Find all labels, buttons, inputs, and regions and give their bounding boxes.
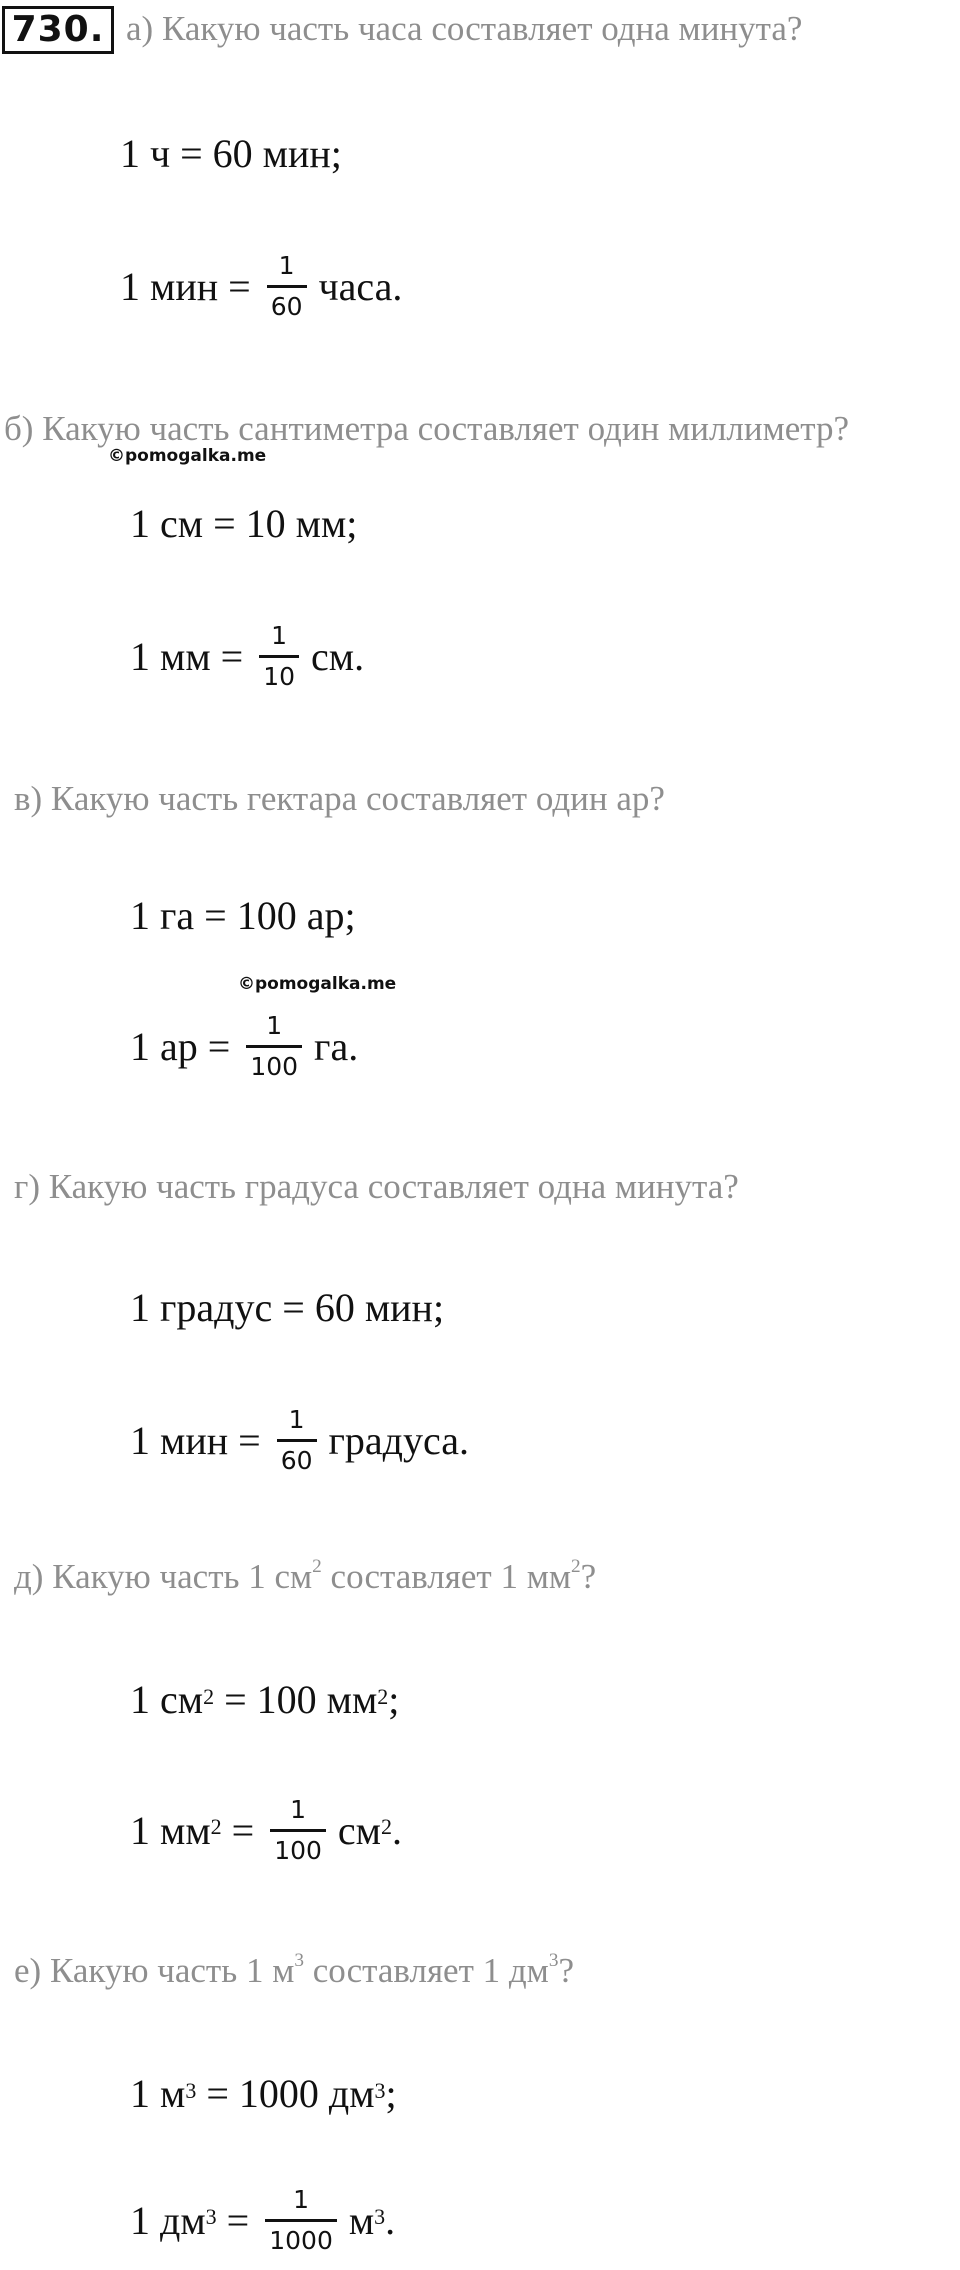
answer-a-line2	[120, 252, 402, 322]
fraction-e-numerator: 1	[293, 2185, 309, 2214]
question-d-pre: д) Какую часть 1 см	[14, 1557, 313, 1596]
answer-d-line1-c: ;	[388, 1677, 400, 1722]
answer-v-line2	[130, 1012, 358, 1082]
watermark-2: ©pomogalka.me	[238, 974, 397, 994]
answer-d-line2: 1 мм $^2$ = $\frac{1}{100}$ см $^2$ .	[130, 1795, 402, 1865]
question-b: б) Какую часть сантиметра составляет один миллиметр?	[4, 409, 850, 448]
answer-a-right: часа.	[318, 263, 403, 309]
answer-e-left: 1 дм	[130, 2197, 206, 2243]
answer-v-line1: 1 га = 100 ар;	[130, 893, 356, 938]
fraction-d-denominator: 100	[270, 1829, 326, 1866]
fraction-e-denominator: 1000	[265, 2219, 337, 2256]
question-e-pre: е) Какую часть 1 м	[14, 1951, 295, 1990]
answer-v-left: 1 ар =	[130, 1023, 231, 1069]
fraction-b-denominator: 10	[259, 655, 299, 692]
fraction-e	[265, 2186, 337, 2256]
question-e-exp2: 3	[548, 1950, 559, 1972]
question-d-mid: составляет 1 мм	[321, 1557, 571, 1596]
question-e-post: ?	[558, 1951, 575, 1990]
fraction-g-numerator: 1	[288, 1405, 305, 1434]
fraction-a-numerator: 1	[278, 251, 295, 280]
fraction-a	[267, 252, 307, 322]
answer-b-right: см.	[311, 633, 365, 679]
answer-g-line2	[130, 1406, 469, 1476]
answer-d-eq: =	[221, 1807, 255, 1853]
fraction-g-denominator: 60	[277, 1439, 317, 1476]
answer-d-right: см	[337, 1807, 381, 1853]
fraction-v	[246, 1012, 302, 1082]
fraction-d-numerator: 1	[290, 1795, 306, 1824]
answer-g-left: 1 мин =	[130, 1417, 261, 1463]
fraction-g	[277, 1406, 317, 1476]
answer-e-end: .	[385, 2197, 396, 2243]
fraction-v-denominator: 100	[246, 1045, 302, 1082]
answer-d-left: 1 мм	[130, 1807, 211, 1853]
answer-e-line2: 1 дм $^3$ = $\frac{1}{1000}$ м $^3$ .	[130, 2185, 396, 2255]
answer-v-right: га.	[314, 1023, 359, 1069]
answer-d-line1: 1 см $^2$ = 100 мм $^2$ ;	[130, 1677, 400, 1722]
fraction-a-denominator: 60	[267, 285, 307, 322]
question-d-post: ?	[580, 1557, 597, 1596]
answer-e-right: м	[348, 2197, 375, 2243]
answer-e-eq: =	[216, 2197, 250, 2243]
question-e	[14, 1950, 574, 1992]
answer-b-left: 1 мм =	[130, 633, 244, 679]
question-e-exp1: 3	[294, 1950, 304, 1972]
answer-e-line1: 1 м $^3$ = 1000 дм $^3$ ;	[130, 2071, 397, 2116]
answer-d-end: .	[391, 1807, 402, 1853]
answer-g-right: градуса.	[328, 1417, 470, 1463]
question-d-exp1: 2	[312, 1556, 322, 1578]
answer-d-line1-b: = 100 мм	[214, 1677, 378, 1722]
question-g: г) Какую часть градуса составляет одна минута?	[14, 1167, 739, 1206]
fraction-b-numerator: 1	[271, 621, 288, 650]
watermark-1: ©pomogalka.me	[108, 446, 267, 466]
answer-e-line1-c: ;	[385, 2071, 397, 2116]
problem-number: 730.	[2, 6, 114, 54]
question-v: в) Какую часть гектара составляет один ар?	[14, 779, 665, 818]
answer-d-line1-a: 1 см	[130, 1677, 204, 1722]
fraction-d	[270, 1796, 326, 1866]
fraction-v-numerator: 1	[266, 1011, 283, 1040]
answer-a-left: 1 мин =	[120, 263, 251, 309]
answer-b-line2	[130, 622, 364, 692]
question-e-mid: составляет 1 дм	[303, 1951, 549, 1990]
question-a: а) Какую часть часа составляет одна минута?	[126, 9, 803, 48]
fraction-b	[259, 622, 299, 692]
answer-e-line1-b: = 1000 дм	[196, 2071, 375, 2116]
answer-b-line1: 1 см = 10 мм;	[130, 501, 358, 546]
answer-a-line1: 1 ч = 60 мин;	[120, 131, 342, 176]
question-d-exp2: 2	[571, 1556, 581, 1578]
answer-e-line1-a: 1 м	[130, 2071, 186, 2116]
answer-g-line1: 1 градус = 60 мин;	[130, 1285, 445, 1330]
question-d	[14, 1556, 596, 1598]
